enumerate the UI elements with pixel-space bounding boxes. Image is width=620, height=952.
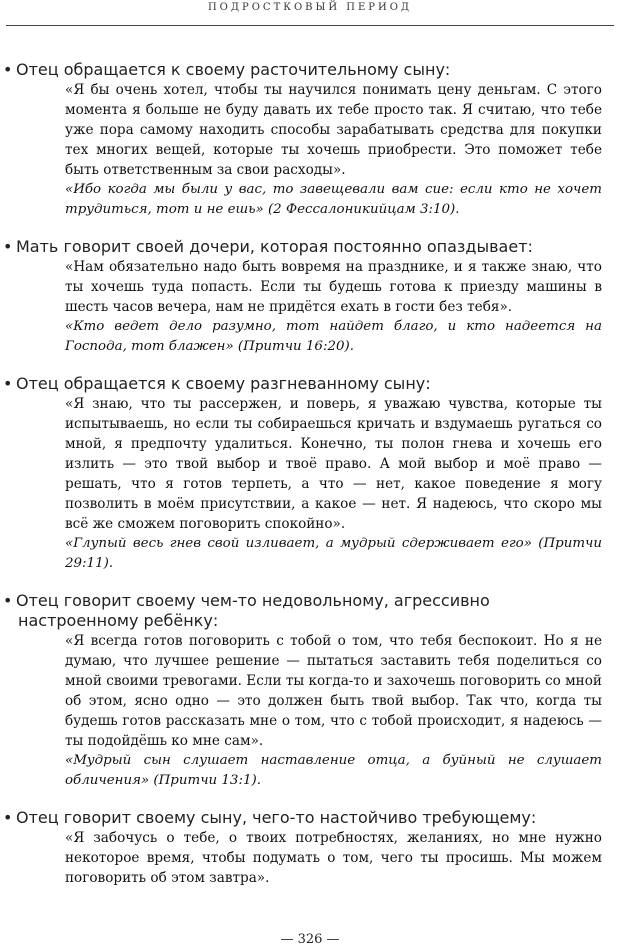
- entry-1: [0, 60, 620, 220]
- entry-verse: «Глупый весь гнев свой изливает, а мудрый сдерживает его» (Притчи 29:11).: [65, 536, 602, 571]
- entry-verse: «Кто ведет дело разумно, тот найдет благо, и кто надеется на Господа, тот блажен» (Притчи 16:20).: [65, 319, 602, 354]
- entry-quote: «Я бы очень хотел, чтобы ты научился понимать цену деньгам. С этого момента я больше не буду давать их тебе просто так. Я считаю, что тебе уже пора самому находить способы зарабатывать средства для покупки тех многих вещей, которые ты хочешь приобрести. Это поможет тебе быть ответственным за свои расходы».: [65, 82, 602, 178]
- entry-lead: • Отец обращается к своему разгневанному сыну:: [18, 374, 606, 394]
- entry-lead: • Отец говорит своему сыну, чего-то настойчиво требующему:: [18, 808, 606, 828]
- entry-quote: «Я знаю, что ты рассержен, и поверь, я уважаю чувства, которые ты испытываешь, но если ты собираешься кричать и вздумаешь ругаться со мной, я предпочту удалиться. Конечно, ты полон гнева и хочешь его излить — это твой выбор и твоё право. А мой выбор и моё право — решать, что я готов терпеть, а что — нет, какое поведение я могу позволить в моём присутствии, а какое — нет. Я надеюсь, что скоро мы всё же сможем поговорить спокойно».: [65, 396, 602, 532]
- entry-quote: «Я забочусь о тебе, о твоих потребностях, желаниях, но мне нужно некоторое время, чтобы подумать о том, чего ты просишь. Мы можем поговорить об этом завтра».: [65, 830, 602, 886]
- running-header: ПОДРОСТКОВЫЙ ПЕРИОД: [207, 2, 413, 13]
- header-rule: [6, 25, 614, 26]
- entry-2: [0, 237, 620, 357]
- entry-lead: • Отец говорит своему чем-то недовольному, агрессивно настроенному ребёнку:: [18, 591, 606, 631]
- entry-lead: • Отец обращается к своему расточительному сыну:: [18, 60, 606, 80]
- entry-quote: «Я всегда готов поговорить с тобой о том, что тебя беспокоит. Но я не думаю, что лучшее решение — пытаться заставить тебя поделиться со мной своими тревогами. Если ты когда-то и захочешь поговорить со мной об этом, ясно одно — это должен быть твой выбор. Так что, когда ты будешь готов рассказать мне о том, что с тобой происходит, я надеюсь — ты подойдёшь ко мне сам».: [65, 633, 602, 749]
- entry-4: [0, 591, 620, 791]
- page-number: — 326 —: [280, 932, 340, 947]
- page-body: [0, 60, 620, 905]
- entry-verse: «Ибо когда мы были у вас, то завещевали вам сие: если кто не хочет трудиться, тот и не ешь» (2 Фессалоникийцам 3:10).: [65, 182, 602, 217]
- entry-5: [0, 808, 620, 888]
- entry-verse: «Мудрый сын слушает наставление отца, а буйный не слушает обличения» (Притчи 13:1).: [65, 753, 602, 788]
- entry-quote: «Нам обязательно надо быть вовремя на празднике, и я также знаю, что ты хочешь туда попасть. Если ты будешь готова к приезду машины в шесть часов вечера, нам не придётся ехать в гости без тебя».: [65, 259, 602, 315]
- entry-lead: • Мать говорит своей дочери, которая постоянно опаздывает:: [18, 237, 606, 257]
- entry-3: [0, 374, 620, 574]
